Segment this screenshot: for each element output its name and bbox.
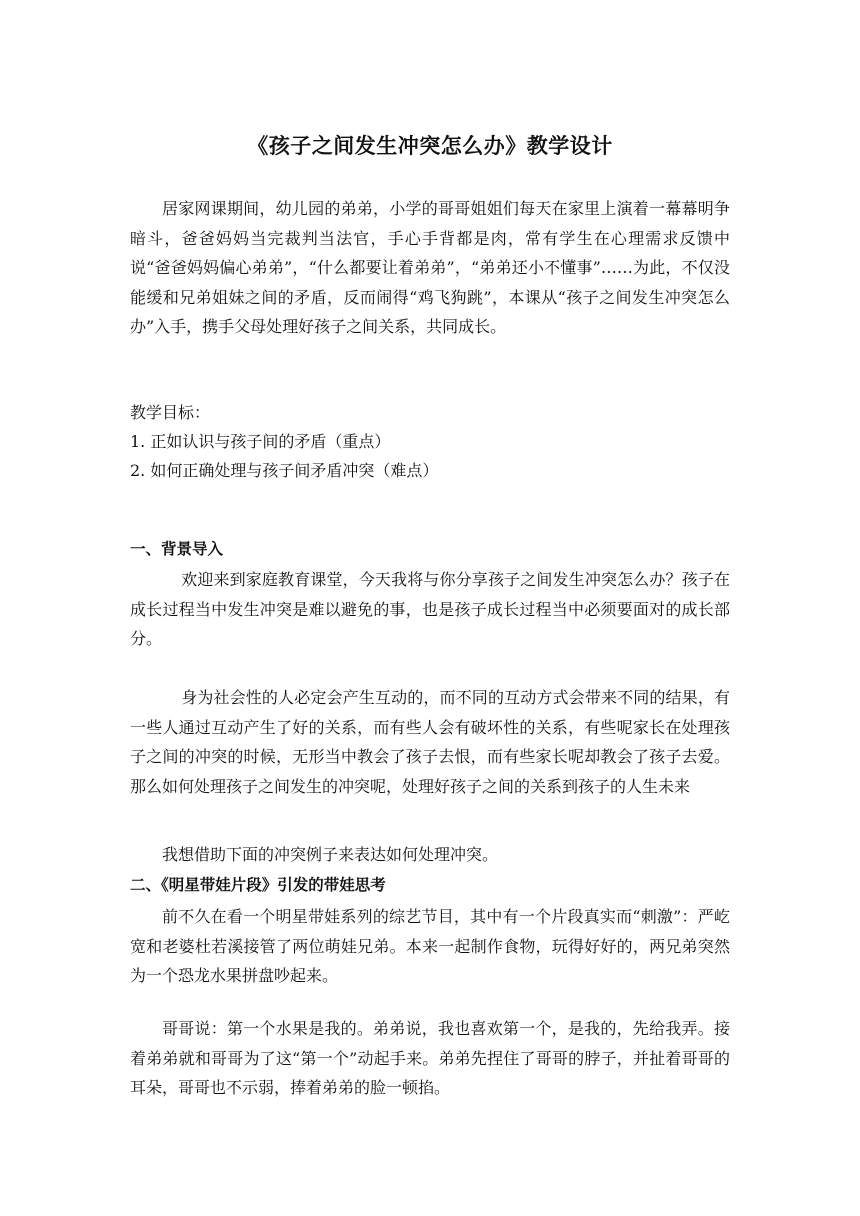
intro-paragraph: 居家网课期间，幼儿园的弟弟，小学的哥哥姐姐们每天在家里上演着一幕幕明争暗斗，爸爸妈妈当完裁判当法官，手心手背都是肉，常有学生在心理需求反馈中说“爸爸妈妈偏心弟弟”，“什么都要让着弟弟”，“弟弟还小不懂事”……为此，不仅没能缓和兄弟姐妹之间的矛盾，反而闹得“鸡飞狗跳”，本课从“孩子之间发生冲突怎么办”入手，携手父母处理好孩子之间关系，共同成长。 [130,199,730,336]
section1-heading: 一、背景导入 [130,540,224,558]
section1-paragraph-1: 欢迎来到家庭教育课堂，今天我将与你分享孩子之间发生冲突怎么办？孩子在成长过程当中发生冲突是难以避免的事，也是孩子成长过程当中必须要面对的成长部分。 [130,570,730,648]
section2-heading: 二、《明星带娃片段》引发的带娃思考 [130,876,386,894]
section1-paragraph-3: 我想借助下面的冲突例子来表达如何处理冲突。 [162,845,499,864]
goals-heading: 教学目标： [130,403,211,422]
document-title: 《孩子之间发生冲突怎么办》教学设计 [247,134,613,158]
section2-paragraph-1: 前不久在看一个明星带娃系列的综艺节目，其中有一个片段真实而“刺激”：严屹宽和老婆杜若溪接管了两位萌娃兄弟。本来一起制作食物，玩得好好的，两兄弟突然为一个恐龙水果拼盘吵起来。 [130,907,730,985]
section1-paragraph-2: 身为社会性的人必定会产生互动的，而不同的互动方式会带来不同的结果，有一些人通过互动产生了好的关系，而有些人会有破坏性的关系，有些呢家长在处理孩子之间的冲突的时候，无形当中教会了孩子去恨，而有些家长呢却教会了孩子去爱。那么如何处理孩子之间发生的冲突呢，处理好孩子之间的关系到孩子的人生未来 [130,688,730,796]
goal-item-1: 1. 正如认识与孩子间的矛盾（重点） [130,432,391,451]
goal-item-2: 2. 如何正确处理与孩子间矛盾冲突（难点） [130,461,439,480]
section2-paragraph-2: 哥哥说：第一个水果是我的。弟弟说，我也喜欢第一个，是我的，先给我弄。接着弟弟就和哥哥为了这“第一个”动起手来。弟弟先捏住了哥哥的脖子，并扯着哥哥的耳朵，哥哥也不示弱，捧着弟弟的脸一顿掐。 [130,1019,730,1097]
